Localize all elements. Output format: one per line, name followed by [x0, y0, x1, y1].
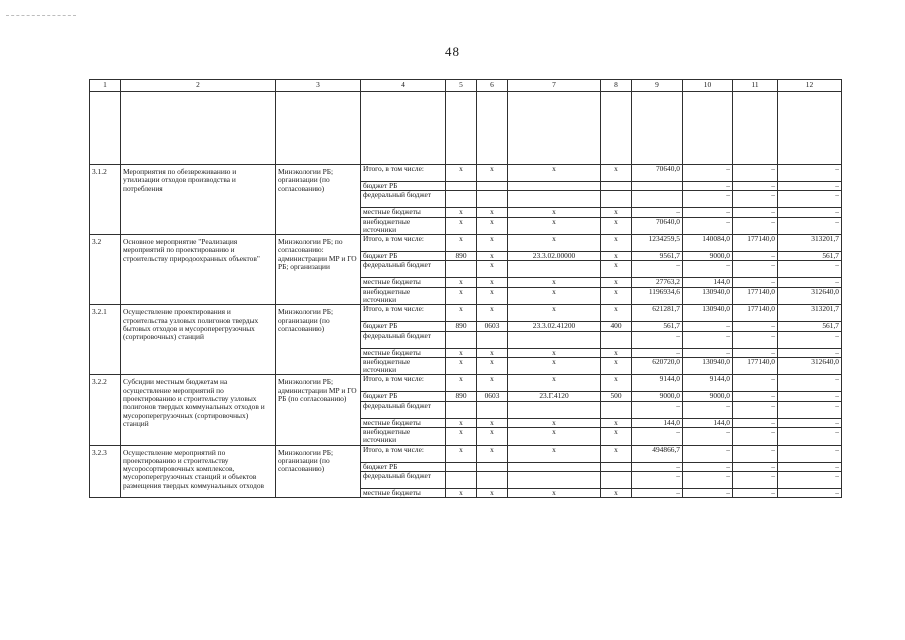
amount-y2: – — [733, 462, 778, 471]
amount-y2: – — [733, 445, 778, 462]
amount-y1: – — [683, 208, 733, 217]
amount-y2: – — [733, 348, 778, 357]
amount-y1: – — [683, 322, 733, 331]
measure-description: Осуществление мероприятий по проектированию и строительству мусоросортировочных комплексов, мусороперегрузочных станций и объектов размещения твердых коммунальных отходов — [121, 445, 276, 498]
code-section: x — [477, 287, 508, 305]
code-target-article: 23.3.02.41200 — [508, 322, 601, 331]
amount-total: 561,7 — [632, 322, 683, 331]
amount-total: – — [632, 348, 683, 357]
amount-y2: – — [733, 182, 778, 191]
amount-y1: – — [683, 191, 733, 208]
amount-total: 1234259,5 — [632, 235, 683, 252]
funding-source: федеральный бюджет — [361, 191, 446, 208]
funding-source: бюджет РБ — [361, 462, 446, 471]
code-expense-type — [601, 182, 632, 191]
blank-cell — [361, 92, 446, 165]
responsible-organizations: Минэкологии РБ; организации (по согласованию) — [276, 445, 361, 498]
amount-y1: – — [683, 401, 733, 418]
code-grbs: x — [446, 287, 477, 305]
amount-total: – — [632, 488, 683, 497]
amount-y2: 177140,0 — [733, 287, 778, 305]
amount-y2: – — [733, 278, 778, 287]
code-grbs: 890 — [446, 322, 477, 331]
amount-total — [632, 182, 683, 191]
blank-cell — [632, 92, 683, 165]
amount-y2: – — [733, 191, 778, 208]
table-row — [90, 235, 842, 252]
amount-total: – — [632, 401, 683, 418]
code-target-article: x — [508, 235, 601, 252]
amount-y3: – — [778, 182, 842, 191]
code-section: x — [477, 165, 508, 182]
amount-y1: – — [683, 165, 733, 182]
blank-cell — [683, 92, 733, 165]
code-expense-type — [601, 191, 632, 208]
code-section: x — [477, 375, 508, 392]
amount-total: – — [632, 462, 683, 471]
amount-y2: – — [733, 375, 778, 392]
amount-y1: – — [683, 217, 733, 235]
code-expense-type: x — [601, 278, 632, 287]
amount-y2: – — [733, 331, 778, 348]
column-header: 8 — [601, 80, 632, 92]
code-target-article: x — [508, 165, 601, 182]
amount-y3: – — [778, 488, 842, 497]
amount-total: – — [632, 208, 683, 217]
amount-y2: – — [733, 261, 778, 278]
amount-y1: – — [683, 488, 733, 497]
responsible-organizations: Минэкологии РБ; организации (по согласованию) — [276, 305, 361, 375]
amount-y1: 9000,0 — [683, 252, 733, 261]
table-row — [90, 305, 842, 322]
amount-y3: – — [778, 401, 842, 418]
funding-source: федеральный бюджет — [361, 401, 446, 418]
amount-y2: – — [733, 322, 778, 331]
funding-source: федеральный бюджет — [361, 471, 446, 488]
amount-y2: – — [733, 252, 778, 261]
column-header: 9 — [632, 80, 683, 92]
amount-total: – — [632, 261, 683, 278]
code-grbs: x — [446, 165, 477, 182]
code-expense-type: x — [601, 305, 632, 322]
amount-y1: 9144,0 — [683, 375, 733, 392]
amount-y3: 313201,7 — [778, 305, 842, 322]
code-target-article: x — [508, 278, 601, 287]
funding-source: внебюджетные источники — [361, 357, 446, 375]
code-target-article: x — [508, 305, 601, 322]
amount-total: 9000,0 — [632, 392, 683, 401]
amount-y3: 561,7 — [778, 322, 842, 331]
measure-number: 3.2.1 — [90, 305, 121, 375]
budget-table — [89, 79, 842, 498]
code-target-article — [508, 261, 601, 278]
amount-total: – — [632, 331, 683, 348]
blank-cell — [276, 92, 361, 165]
amount-y2: – — [733, 208, 778, 217]
code-expense-type — [601, 401, 632, 418]
column-header: 1 — [90, 80, 121, 92]
funding-source: внебюджетные источники — [361, 427, 446, 445]
column-header: 11 — [733, 80, 778, 92]
code-expense-type: x — [601, 208, 632, 217]
amount-y3: – — [778, 278, 842, 287]
code-expense-type: x — [601, 165, 632, 182]
code-grbs: 890 — [446, 252, 477, 261]
code-grbs: x — [446, 208, 477, 217]
amount-y2: – — [733, 165, 778, 182]
code-expense-type — [601, 331, 632, 348]
funding-source: Итого, в том числе: — [361, 235, 446, 252]
amount-y1: – — [683, 348, 733, 357]
amount-y3: – — [778, 348, 842, 357]
code-section: x — [477, 445, 508, 462]
code-target-article — [508, 401, 601, 418]
amount-total: – — [632, 471, 683, 488]
funding-source: местные бюджеты — [361, 208, 446, 217]
column-header: 5 — [446, 80, 477, 92]
amount-total: 494866,7 — [632, 445, 683, 462]
column-header: 6 — [477, 80, 508, 92]
code-grbs — [446, 261, 477, 278]
amount-y3: 312640,0 — [778, 287, 842, 305]
code-grbs: x — [446, 488, 477, 497]
blank-cell — [90, 92, 121, 165]
measure-number: 3.2 — [90, 235, 121, 305]
blank-cell — [778, 92, 842, 165]
amount-y1: 130940,0 — [683, 305, 733, 322]
funding-source: бюджет РБ — [361, 322, 446, 331]
code-section — [477, 182, 508, 191]
code-expense-type: x — [601, 235, 632, 252]
measure-number: 3.1.2 — [90, 165, 121, 235]
amount-y3: – — [778, 392, 842, 401]
blank-cell — [446, 92, 477, 165]
code-section: x — [477, 488, 508, 497]
amount-y1: 144,0 — [683, 278, 733, 287]
amount-y3: – — [778, 331, 842, 348]
amount-y3: – — [778, 261, 842, 278]
code-target-article — [508, 462, 601, 471]
amount-y3: – — [778, 471, 842, 488]
amount-y3: – — [778, 462, 842, 471]
funding-source: Итого, в том числе: — [361, 305, 446, 322]
code-section: x — [477, 235, 508, 252]
measure-number: 3.2.2 — [90, 375, 121, 445]
amount-total: 1196934,6 — [632, 287, 683, 305]
funding-source: бюджет РБ — [361, 182, 446, 191]
code-grbs: x — [446, 217, 477, 235]
code-grbs — [446, 331, 477, 348]
column-header: 2 — [121, 80, 276, 92]
amount-total: 9144,0 — [632, 375, 683, 392]
funding-source: внебюджетные источники — [361, 287, 446, 305]
amount-total: 620720,0 — [632, 357, 683, 375]
code-target-article: x — [508, 217, 601, 235]
code-expense-type — [601, 462, 632, 471]
amount-y1: 140084,0 — [683, 235, 733, 252]
amount-y3: 561,7 — [778, 252, 842, 261]
code-section — [477, 191, 508, 208]
code-target-article: 23.Г.4120 — [508, 392, 601, 401]
blank-cell — [733, 92, 778, 165]
code-grbs: x — [446, 427, 477, 445]
table-body — [90, 80, 842, 498]
blank-cell — [121, 92, 276, 165]
code-grbs — [446, 471, 477, 488]
amount-y2: – — [733, 401, 778, 418]
code-section — [477, 401, 508, 418]
funding-source: федеральный бюджет — [361, 331, 446, 348]
funding-source: Итого, в том числе: — [361, 445, 446, 462]
amount-total — [632, 191, 683, 208]
code-section: x — [477, 261, 508, 278]
amount-y2: 177140,0 — [733, 235, 778, 252]
amount-y3: – — [778, 165, 842, 182]
amount-y3: 312640,0 — [778, 357, 842, 375]
code-target-article — [508, 331, 601, 348]
header-row — [90, 80, 842, 92]
amount-total: – — [632, 427, 683, 445]
code-section: 0603 — [477, 322, 508, 331]
amount-y1: 130940,0 — [683, 287, 733, 305]
blank-cell — [508, 92, 601, 165]
code-section: x — [477, 357, 508, 375]
amount-y1: 130940,0 — [683, 357, 733, 375]
amount-total: 9561,7 — [632, 252, 683, 261]
column-header: 4 — [361, 80, 446, 92]
code-grbs: x — [446, 375, 477, 392]
blank-spacer-row — [90, 92, 842, 165]
code-expense-type: x — [601, 445, 632, 462]
blank-cell — [477, 92, 508, 165]
code-expense-type: x — [601, 418, 632, 427]
code-section: x — [477, 418, 508, 427]
code-expense-type: x — [601, 261, 632, 278]
code-target-article: x — [508, 375, 601, 392]
code-target-article — [508, 191, 601, 208]
column-header: 7 — [508, 80, 601, 92]
amount-y2: – — [733, 392, 778, 401]
code-grbs: x — [446, 445, 477, 462]
amount-y2: 177140,0 — [733, 305, 778, 322]
code-target-article: x — [508, 488, 601, 497]
code-section: x — [477, 427, 508, 445]
code-expense-type: 500 — [601, 392, 632, 401]
amount-y3: – — [778, 427, 842, 445]
code-section — [477, 331, 508, 348]
amount-y3: – — [778, 217, 842, 235]
amount-y3: – — [778, 375, 842, 392]
code-grbs: x — [446, 305, 477, 322]
column-header: 12 — [778, 80, 842, 92]
amount-y1: – — [683, 471, 733, 488]
amount-y2: – — [733, 488, 778, 497]
code-target-article: x — [508, 287, 601, 305]
code-target-article: x — [508, 208, 601, 217]
code-section — [477, 462, 508, 471]
funding-source: местные бюджеты — [361, 348, 446, 357]
amount-y1: 144,0 — [683, 418, 733, 427]
funding-source: бюджет РБ — [361, 252, 446, 261]
code-section: x — [477, 252, 508, 261]
table-row — [90, 375, 842, 392]
amount-y1: – — [683, 427, 733, 445]
responsible-organizations: Минэкологии РБ; по согласованию: администрации МР и ГО РБ; организации — [276, 235, 361, 305]
code-target-article: 23.3.02.00000 — [508, 252, 601, 261]
code-section — [477, 471, 508, 488]
funding-source: внебюджетные источники — [361, 217, 446, 235]
code-target-article — [508, 471, 601, 488]
amount-y1: – — [683, 331, 733, 348]
code-expense-type — [601, 471, 632, 488]
code-grbs: x — [446, 418, 477, 427]
funding-source: местные бюджеты — [361, 418, 446, 427]
funding-source: федеральный бюджет — [361, 261, 446, 278]
funding-source: местные бюджеты — [361, 488, 446, 497]
page-number: 48 — [445, 44, 460, 59]
amount-y2: – — [733, 471, 778, 488]
measure-description: Субсидии местным бюджетам на осуществление мероприятий по проектированию и строительству узловых полигонов твердых коммунальных отходов и мусороперегрузочных (сортировочных) станций — [121, 375, 276, 445]
amount-y1: – — [683, 261, 733, 278]
code-expense-type: x — [601, 287, 632, 305]
measure-description: Мероприятия по обезвреживанию и утилизации отходов производства и потребления — [121, 165, 276, 235]
measure-description: Осуществление проектирования и строительства узловых полигонов твердых бытовых отходов и мусороперегрузочных (сортировочных) станций — [121, 305, 276, 375]
column-header: 10 — [683, 80, 733, 92]
code-grbs — [446, 191, 477, 208]
amount-total: 70640,0 — [632, 217, 683, 235]
code-grbs: x — [446, 235, 477, 252]
code-expense-type: x — [601, 375, 632, 392]
funding-source: Итого, в том числе: — [361, 375, 446, 392]
amount-total: 27763,2 — [632, 278, 683, 287]
scan-artifact-line — [6, 15, 76, 16]
funding-source: Итого, в том числе: — [361, 165, 446, 182]
code-section: x — [477, 278, 508, 287]
amount-total: 144,0 — [632, 418, 683, 427]
code-target-article: x — [508, 427, 601, 445]
funding-source: местные бюджеты — [361, 278, 446, 287]
responsible-organizations: Минэкологии РБ; организации (по согласованию) — [276, 165, 361, 235]
amount-y3: – — [778, 445, 842, 462]
code-expense-type: 400 — [601, 322, 632, 331]
amount-y3: – — [778, 191, 842, 208]
code-expense-type: x — [601, 252, 632, 261]
code-grbs: 890 — [446, 392, 477, 401]
code-grbs: x — [446, 357, 477, 375]
code-target-article: x — [508, 348, 601, 357]
code-section: x — [477, 217, 508, 235]
amount-y1: – — [683, 445, 733, 462]
code-expense-type: x — [601, 357, 632, 375]
code-target-article — [508, 182, 601, 191]
code-grbs: x — [446, 278, 477, 287]
measure-description: Основное мероприятие "Реализация мероприятий по проектированию и строительству природоохранных объектов" — [121, 235, 276, 305]
amount-y3: – — [778, 208, 842, 217]
amount-y3: – — [778, 418, 842, 427]
blank-cell — [601, 92, 632, 165]
table-row — [90, 165, 842, 182]
code-target-article: x — [508, 357, 601, 375]
code-grbs — [446, 182, 477, 191]
code-section: 0603 — [477, 392, 508, 401]
code-expense-type: x — [601, 348, 632, 357]
code-target-article: x — [508, 418, 601, 427]
amount-y2: – — [733, 427, 778, 445]
code-section: x — [477, 208, 508, 217]
code-grbs: x — [446, 348, 477, 357]
column-header: 3 — [276, 80, 361, 92]
amount-y2: 177140,0 — [733, 357, 778, 375]
amount-total: 621281,7 — [632, 305, 683, 322]
amount-y2: – — [733, 418, 778, 427]
amount-total: 70640,0 — [632, 165, 683, 182]
amount-y2: – — [733, 217, 778, 235]
amount-y1: 9000,0 — [683, 392, 733, 401]
code-section: x — [477, 305, 508, 322]
code-expense-type: x — [601, 488, 632, 497]
code-grbs — [446, 401, 477, 418]
amount-y1: – — [683, 182, 733, 191]
responsible-organizations: Минэкологии РБ; администрации МР и ГО РБ (по согласованию) — [276, 375, 361, 445]
code-grbs — [446, 462, 477, 471]
code-expense-type: x — [601, 427, 632, 445]
table-row — [90, 445, 842, 462]
code-expense-type: x — [601, 217, 632, 235]
code-target-article: x — [508, 445, 601, 462]
code-section: x — [477, 348, 508, 357]
amount-y1: – — [683, 462, 733, 471]
funding-source: бюджет РБ — [361, 392, 446, 401]
amount-y3: 313201,7 — [778, 235, 842, 252]
measure-number: 3.2.3 — [90, 445, 121, 498]
